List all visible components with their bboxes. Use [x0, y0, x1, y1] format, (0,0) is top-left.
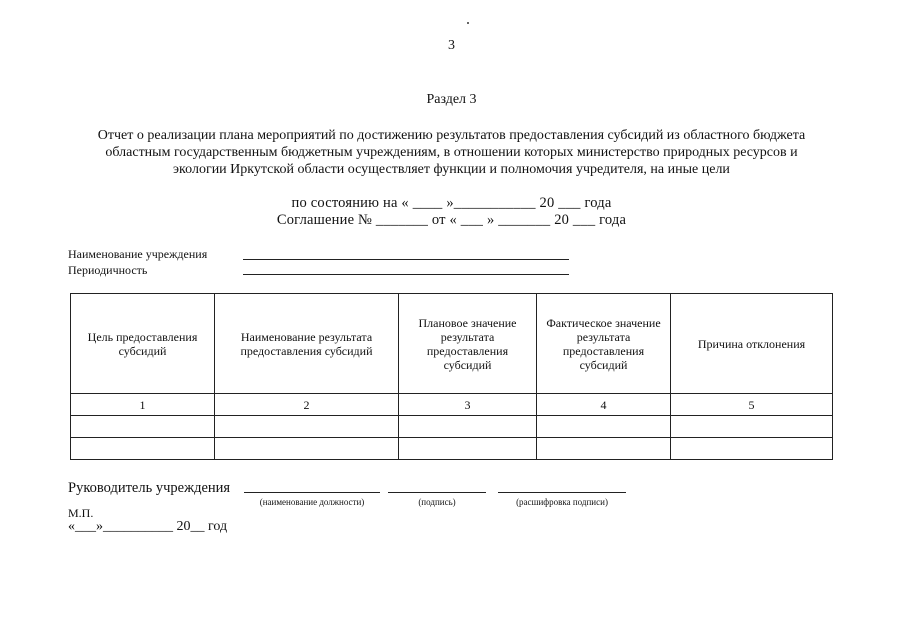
column-number-1: 1	[71, 394, 215, 416]
report-table	[70, 293, 833, 460]
stamp-label: М.П.	[68, 506, 94, 520]
report-title	[50, 127, 853, 178]
table-cell[interactable]	[399, 416, 537, 438]
table-row	[71, 438, 833, 460]
table-cell[interactable]	[537, 438, 671, 460]
scan-speck	[467, 22, 469, 24]
table-cell[interactable]	[671, 416, 833, 438]
position-caption: (наименование должности)	[259, 497, 365, 507]
column-number-3: 3	[399, 394, 537, 416]
header-actual-value: Фактическое значение результата предоставления субсидий	[537, 294, 671, 394]
signature-caption: (подпись)	[418, 497, 456, 507]
table-cell[interactable]	[399, 438, 537, 460]
table-header-row	[71, 294, 833, 394]
header-result-name: Наименование результата предоставления субсидий	[215, 294, 399, 394]
section-title: Раздел 3	[426, 92, 477, 107]
periodicity-field[interactable]	[243, 274, 569, 275]
periodicity-label: Периодичность	[68, 263, 148, 277]
report-title-line-1: Отчет о реализации плана мероприятий по достижению результатов предоставления субсидий из областного бюджета	[97, 128, 806, 143]
table-cell[interactable]	[71, 438, 215, 460]
column-number-row	[71, 394, 833, 416]
position-field[interactable]	[244, 492, 380, 493]
signature-field[interactable]	[388, 492, 486, 493]
institution-field[interactable]	[243, 259, 569, 260]
table-cell[interactable]	[215, 416, 399, 438]
decoding-caption: (расшифровка подписи)	[516, 497, 608, 507]
header-planned-value: Плановое значение результата предоставления субсидий	[399, 294, 537, 394]
column-number-5: 5	[671, 394, 833, 416]
table-cell[interactable]	[215, 438, 399, 460]
signing-date-line: «___»__________ 20__ год	[68, 519, 228, 534]
agreement-line: Соглашение № _______ от « ___ » _______ 20 ___ года	[276, 212, 627, 228]
head-of-institution-label: Руководитель учреждения	[68, 480, 231, 496]
institution-label: Наименование учреждения	[68, 247, 208, 261]
header-goal: Цель предоставления субсидий	[71, 294, 215, 394]
report-title-line-3: экологии Иркутской области осуществляет функции и полномочия учредителя, на иные цели	[173, 162, 730, 177]
table-cell[interactable]	[537, 416, 671, 438]
signature-decoding-field[interactable]	[498, 492, 626, 493]
column-number-4: 4	[537, 394, 671, 416]
table-row	[71, 416, 833, 438]
table-cell[interactable]	[71, 416, 215, 438]
table-cell[interactable]	[671, 438, 833, 460]
page-number: 3	[448, 38, 455, 53]
column-number-2: 2	[215, 394, 399, 416]
report-title-line-2: областным государственным бюджетным учреждениям, в отношении которых министерство природных ресурсов и	[105, 145, 798, 160]
header-deviation-reason: Причина отклонения	[671, 294, 833, 394]
status-date-line: по состоянию на « ____ »___________ 20 ___ года	[291, 195, 612, 211]
